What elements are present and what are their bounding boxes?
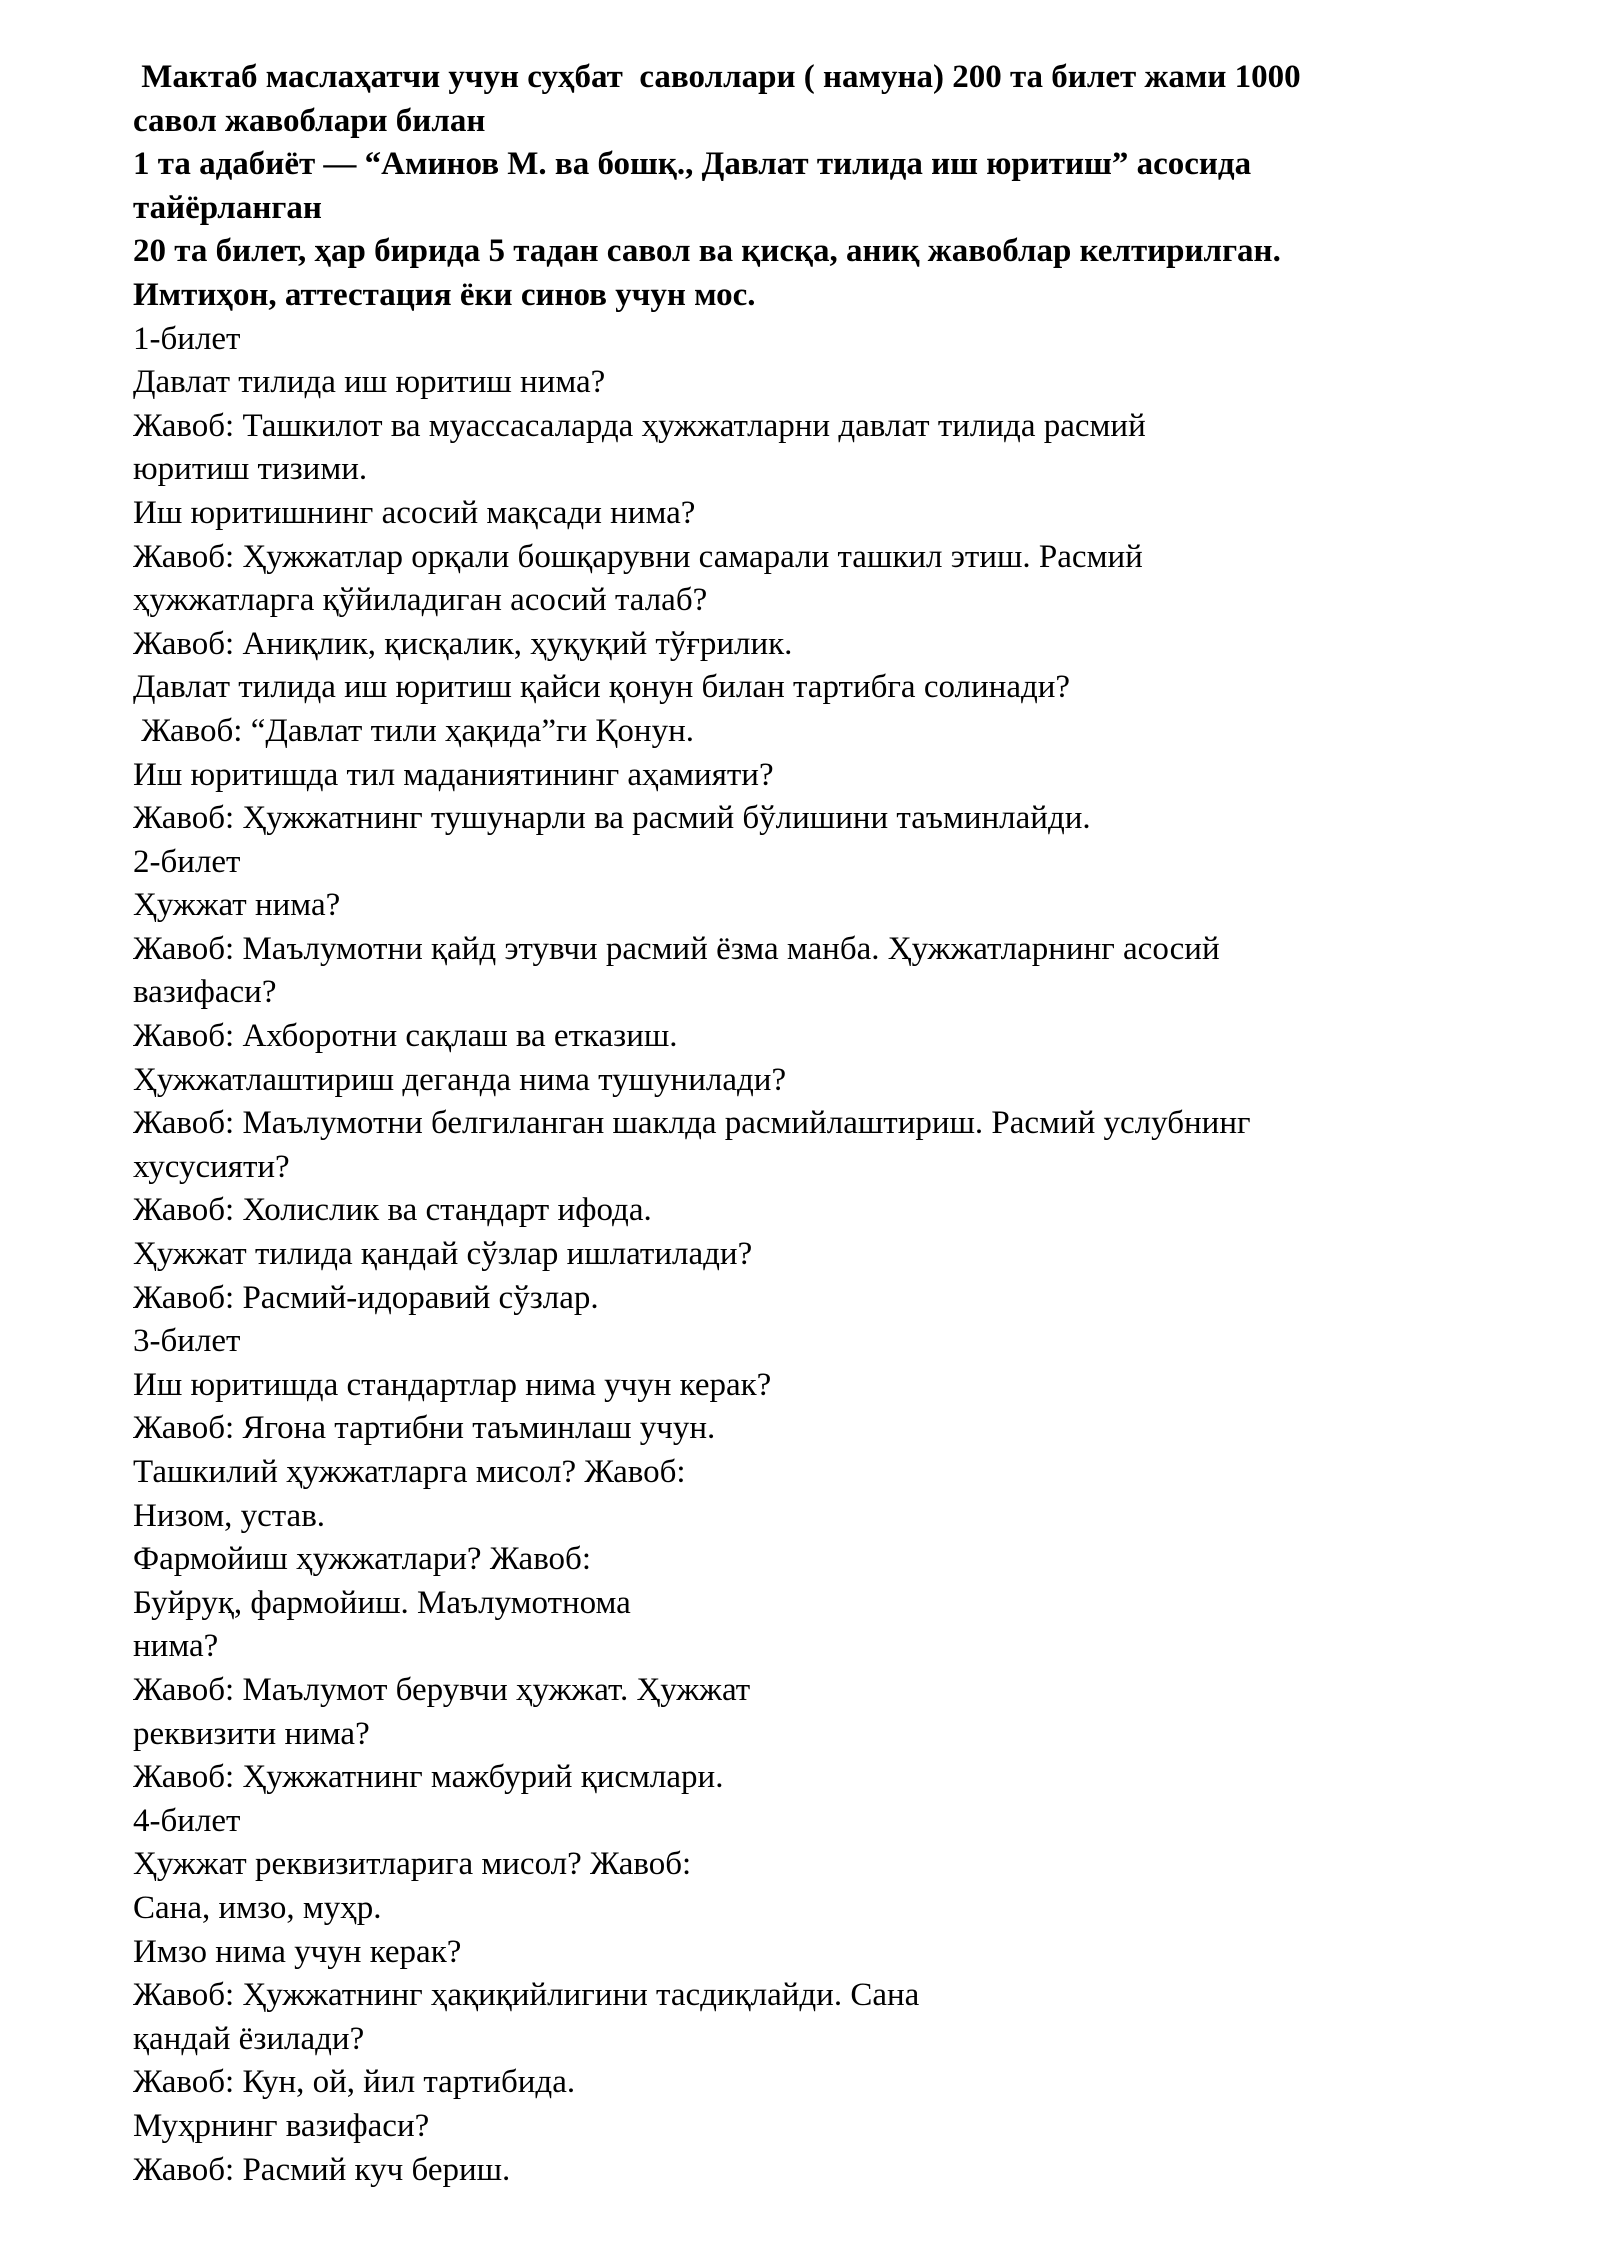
answer-text: Жавоб: “Давлат тили ҳақида”ги Қонун. xyxy=(133,712,694,749)
question-text: Ташкилий ҳужжатларга мисол? Жавоб: xyxy=(133,1454,686,1490)
answer-text: Жавоб: Маълумотни белгиланган шаклда расмийлаштириш. Расмий услубнинг xyxy=(133,1105,1251,1142)
ticket-heading: 3-билет xyxy=(133,1323,241,1360)
answer-text: Жавоб: Аниқлик, қисқалик, ҳуқуқий тўғрилик. xyxy=(133,625,793,662)
answer-text: Жавоб: Расмий-идоравий сўзлар. xyxy=(133,1279,599,1316)
header-line: 20 та билет, ҳар бирида 5 тадан савол ва қисқа, аниқ жавоблар келтирилган. xyxy=(133,233,1281,270)
answer-text: Жавоб: Ҳужжатнинг мажбурий қисмлари. xyxy=(133,1759,724,1796)
ticket-heading: 2-билет xyxy=(133,843,241,880)
answer-text: Жавоб: Расмий куч бериш. xyxy=(133,2151,511,2188)
answer-text: Низом, устав. xyxy=(133,1497,326,1534)
header-line: савол жавоблари билан xyxy=(133,102,486,139)
question-text: қандай ёзилади? xyxy=(133,2020,365,2057)
answer-text: Сана, имзо, муҳр. xyxy=(133,1889,382,1926)
question-text: Давлат тилида иш юритиш қайси қонун билан тартибга солинади? xyxy=(133,669,1071,706)
answer-text: Жавоб: Ҳужжатнинг тушунарли ва расмий бўлишини таъминлайди. xyxy=(133,800,1091,837)
answer-text: Жавоб: Ҳужжатнинг ҳақиқийлигини тасдиқлайди. Сана xyxy=(133,1977,920,2014)
question-text: вазифаси? xyxy=(133,974,277,1011)
question-text: Ҳужжат тилида қандай сўзлар ишлатилади? xyxy=(133,1236,753,1273)
question-text: Ҳужжат нима? xyxy=(133,887,341,924)
question-text: Имзо нима учун керак? xyxy=(133,1933,462,1970)
answer-text: Жавоб: Ахборотни сақлаш ва етказиш. xyxy=(133,1018,678,1055)
question-text: Иш юритишда стандартлар нима учун керак? xyxy=(133,1366,772,1403)
document-page xyxy=(133,56,1513,2192)
answer-text: Жавоб: Холислик ва стандарт ифода. xyxy=(133,1192,652,1229)
header-line: Имтиҳон, аттестация ёки синов учун мос. xyxy=(133,276,756,313)
question-text: нима? xyxy=(133,1628,219,1665)
question-text: Фармойиш ҳужжатлари? Жавоб: xyxy=(133,1541,592,1578)
question-text: Иш юритишнинг асосий мақсади нима? xyxy=(133,494,696,531)
question-text: ҳужжатларга қўйиладиган асосий талаб? xyxy=(133,582,708,619)
answer-text: Жавоб: Кун, ой, йил тартибида. xyxy=(133,2064,576,2101)
header-line: 1 та адабиёт — “Аминов М. ва бошқ., Давлат тилида иш юритиш” асосида xyxy=(133,146,1252,183)
question-text: Муҳрнинг вазифаси? xyxy=(133,2107,430,2144)
header-line: Мактаб маслаҳатчи учун суҳбат саволлари ( намуна) 200 та билет жами 1000 xyxy=(133,59,1301,95)
question-text: Ҳужжатлаштириш деганда нима тушунилади? xyxy=(133,1061,787,1098)
answer-text: Жавоб: Маълумотни қайд этувчи расмий ёзма манба. Ҳужжатларнинг асосий xyxy=(133,930,1220,967)
question-text: реквизити нима? xyxy=(133,1715,370,1752)
question-text: Иш юритишда тил маданиятининг аҳамияти? xyxy=(133,756,774,793)
document-body xyxy=(133,318,1513,2193)
question-text: Давлат тилида иш юритиш нима? xyxy=(133,364,606,401)
header-line: тайёрланган xyxy=(133,189,322,226)
answer-text: Буйруқ, фармойиш. Маълумотнома xyxy=(133,1584,631,1621)
answer-text: юритиш тизими. xyxy=(133,451,368,488)
document-header xyxy=(133,56,1513,318)
answer-text: Жавоб: Ҳужжатлар орқали бошқарувни самарали ташкил этиш. Расмий xyxy=(133,538,1143,575)
ticket-heading: 1-билет xyxy=(133,320,241,357)
answer-text: Жавоб: Маълумот берувчи ҳужжат. Ҳужжат xyxy=(133,1671,751,1708)
ticket-heading: 4-билет xyxy=(133,1802,241,1839)
question-text: Ҳужжат реквизитларига мисол? Жавоб: xyxy=(133,1846,692,1883)
answer-text: Жавоб: Ягона тартибни таъминлаш учун. xyxy=(133,1410,716,1447)
answer-text: Жавоб: Ташкилот ва муассасаларда ҳужжатларни давлат тилида расмий xyxy=(133,407,1146,444)
question-text: хусусияти? xyxy=(133,1148,290,1185)
